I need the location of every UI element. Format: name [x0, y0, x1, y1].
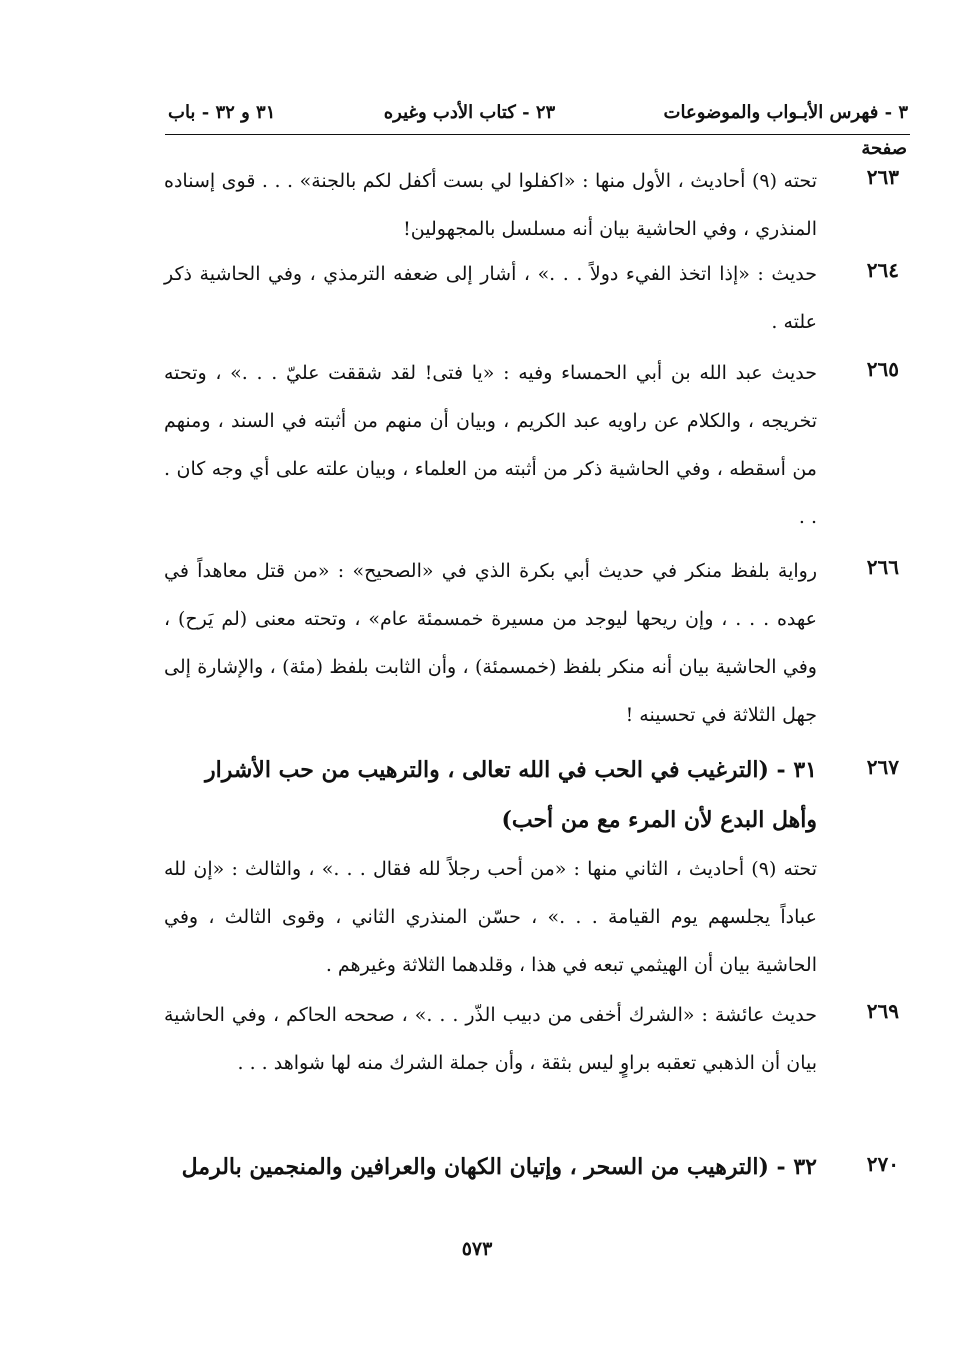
section-heading: ٣٢ - (الترهيب من السحر ، وإتيان الكهان والعرافين والمنجمين بالرمل: [181, 1154, 817, 1180]
entry-text: حديث : «إذا اتخذ الفيء دولاً . . .» ، أشار إلى ضعفه الترمذي ، وفي الحاشية ذكر علته .: [164, 263, 817, 333]
running-head-book: ٢٣ - كتاب الأدب وغيره: [383, 101, 556, 123]
index-entry: [164, 349, 907, 541]
entry-page-number: ٢٧٠: [866, 1152, 899, 1176]
entry-text: تحته (٩) أحاديث ، الأول منها : «اكفلوا لي بست أكفل لكم بالجنة» . . . قوى إسناده المنذري ، وفي الحاشية بيان أنه مسلسل بالمجهولين!: [164, 170, 817, 240]
running-head-section: ٣١ و ٣٢ - باب: [168, 101, 276, 123]
entry-text: رواية بلفظ منكر في حديث أبي بكرة الذي في «الصحيح» : «من قتل معاهداً في عهده . . . ، وإن ريحها ليوجد من مسيرة خمسمئة عام» ، وتحته معنى (لم يَرح) ، وفي الحاشية بيان أنه منكر بلفظ (خمسمئة) ، وأن الثابت بلفظ (مئة) ، والإشارة إلى جهل الثلاثة في تحسينه !: [164, 560, 817, 726]
entry-page-number: ٢٦٤: [866, 258, 899, 282]
index-entry-section: [164, 1142, 907, 1192]
entry-page-number: ٢٦٣: [866, 165, 899, 189]
entry-page-number: ٢٦٩: [866, 999, 899, 1023]
page-column-label: صفحة: [861, 138, 907, 159]
index-entry: [164, 250, 907, 346]
index-entry: [164, 547, 907, 739]
entry-page-number: ٢٦٧: [866, 755, 899, 779]
page-folio: ٥٧٣: [461, 1238, 493, 1260]
entry-text: حديث عائشة : «الشرك أخفى من دبيب الذّر . . .» ، صححه الحاكم ، وفي الحاشية بيان أن الذهبي تعقبه براوٍ ليس بثقة ، وأن جملة الشرك منه لها شواهد . . .: [164, 1004, 817, 1074]
entry-text: تحته (٩) أحاديث ، الثاني منها : «من أحب رجلاً لله فقال . . .» ، والثالث : «إن لله عباداً يجلسهم يوم القيامة . . .» ، حسّن المنذري الثاني ، وقوى الثالث ، وفي الحاشية بيان أن الهيثمي تبعه في هذا ، وقلدهما الثلاثة وغيرهم .: [164, 858, 817, 976]
entry-page-number: ٢٦٥: [866, 357, 899, 381]
running-head-chapter: ٣ - فهرس الأبـواب والموضوعات: [663, 101, 908, 123]
index-entry: [164, 991, 907, 1087]
entry-page-number: ٢٦٦: [866, 555, 899, 579]
running-head: [168, 96, 908, 128]
index-entry-section: [164, 745, 907, 989]
index-entry: [164, 157, 907, 253]
entry-text: حديث عبد الله بن أبي الحمساء وفيه : «يا فتى! لقد شققت عليّ . . .» ، وتحته تخريجه ، والكلام عن راويه عبد الكريم ، وبيان أن منهم من أثبته في السند ، ومنهم من أسقطه ، وفي الحاشية ذكر من أثبته من العلماء ، وبيان علته على أي وجه كان . . .: [164, 362, 817, 528]
header-rule: [165, 134, 910, 135]
section-heading: ٣١ - (الترغيب في الحب في الله تعالى ، والترهيب من حب الأشرار وأهل البدع لأن المرء مع من أحب): [205, 757, 817, 833]
